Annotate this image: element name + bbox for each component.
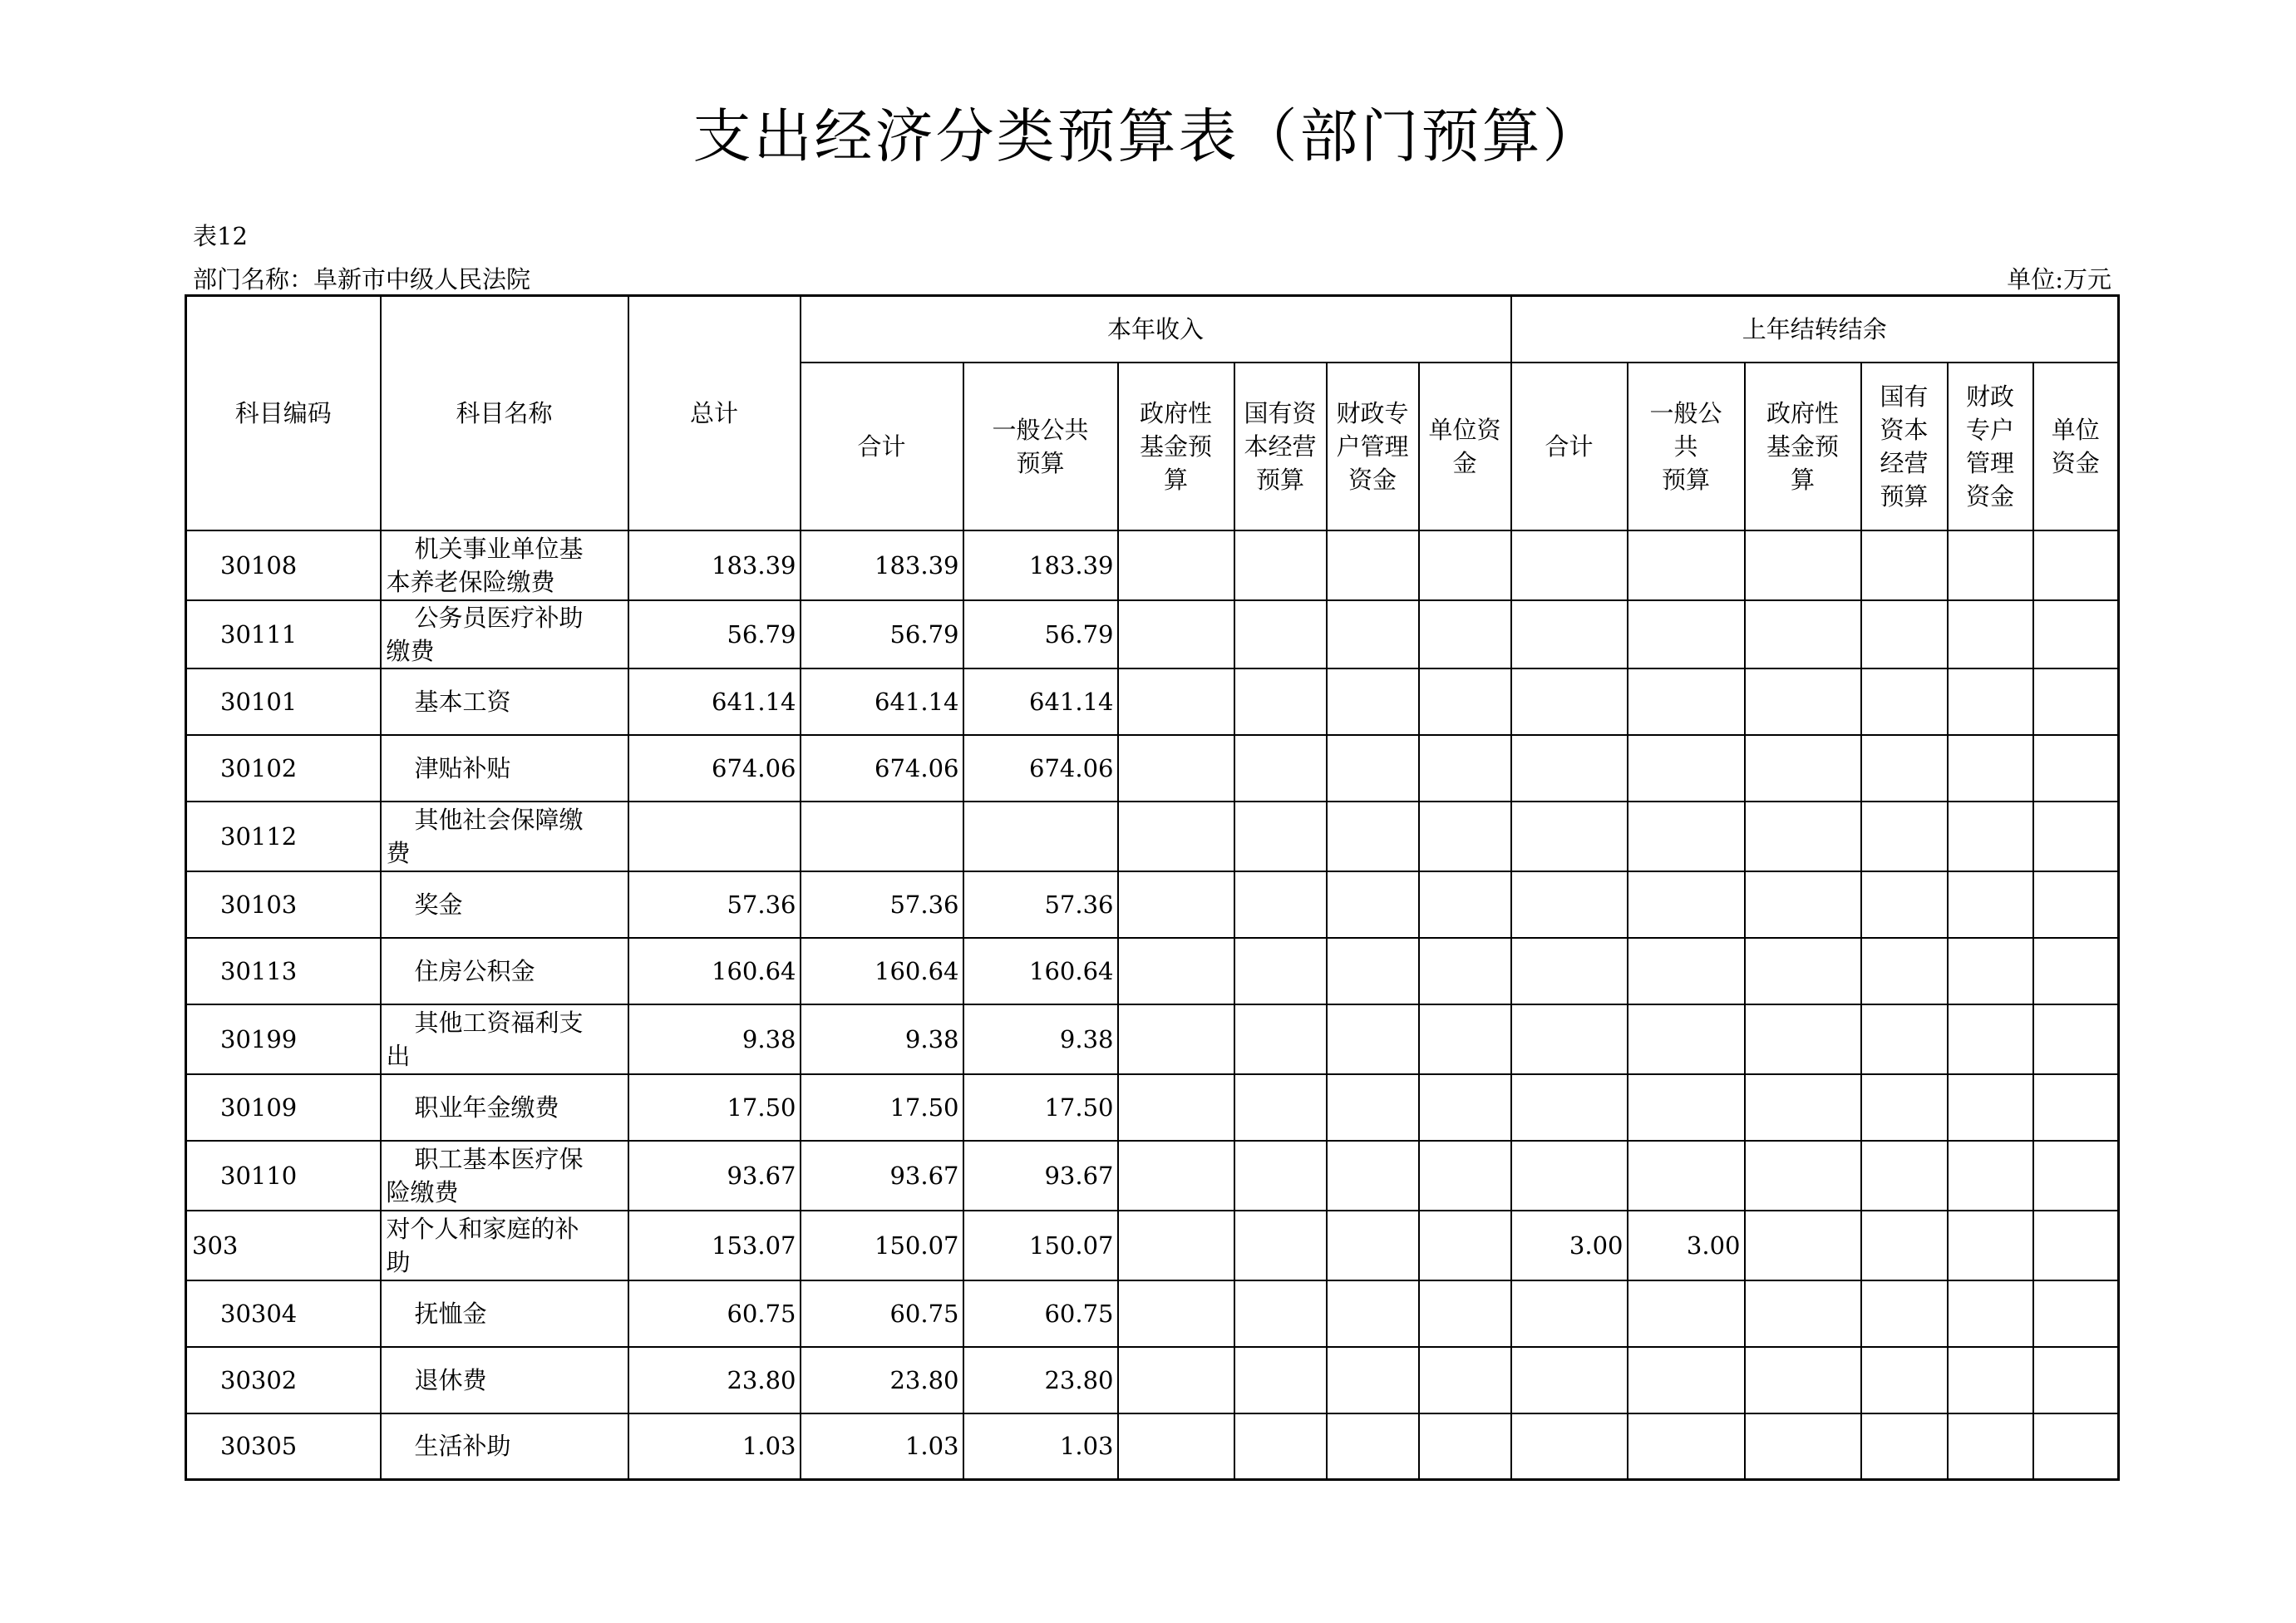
cell-current-state-capital <box>1234 735 1327 802</box>
cell-current-sum: 150.07 <box>801 1211 963 1280</box>
cell-prior-state-capital <box>1861 600 1948 668</box>
cell-code: 30108 <box>186 530 381 600</box>
cell-current-unit-fund <box>1419 530 1511 600</box>
header-line: 经营 <box>1880 448 1929 477</box>
table-row <box>186 1280 2119 1347</box>
cell-name: 基本工资 <box>381 668 628 735</box>
cell-prior-general-public <box>1628 1004 1745 1074</box>
cell-current-gov-fund <box>1118 802 1234 871</box>
header-line: 资金 <box>2051 448 2100 477</box>
cell-current-gov-fund <box>1118 668 1234 735</box>
table-row <box>186 530 2119 600</box>
header-line: 一般公 <box>1649 398 1722 427</box>
cell-current-state-capital <box>1234 668 1327 735</box>
cell-prior-unit-fund <box>2033 1074 2119 1141</box>
cell-prior-fiscal-special <box>1948 802 2033 871</box>
header-current-general-public <box>963 363 1118 530</box>
cell-current-unit-fund <box>1419 1413 1511 1480</box>
cell-total: 160.64 <box>628 938 801 1004</box>
cell-current-gov-fund <box>1118 871 1234 938</box>
cell-total: 9.38 <box>628 1004 801 1074</box>
cell-prior-fiscal-special <box>1948 1211 2033 1280</box>
cell-code: 30199 <box>186 1004 381 1074</box>
cell-prior-state-capital <box>1861 1347 1948 1413</box>
cell-name <box>381 600 628 668</box>
cell-prior-gov-fund <box>1745 735 1861 802</box>
cell-current-sum: 17.50 <box>801 1074 963 1141</box>
cell-prior-unit-fund <box>2033 668 2119 735</box>
cell-current-general-public <box>963 802 1118 871</box>
cell-prior-gov-fund <box>1745 668 1861 735</box>
table-row <box>186 668 2119 735</box>
cell-prior-unit-fund <box>2033 1280 2119 1347</box>
cell-prior-unit-fund <box>2033 735 2119 802</box>
cell-total: 60.75 <box>628 1280 801 1347</box>
table-row <box>186 600 2119 668</box>
cell-current-general-public: 1.03 <box>963 1413 1118 1480</box>
cell-code: 30304 <box>186 1280 381 1347</box>
cell-prior-unit-fund <box>2033 1347 2119 1413</box>
cell-name: 抚恤金 <box>381 1280 628 1347</box>
cell-current-general-public: 150.07 <box>963 1211 1118 1280</box>
cell-prior-general-public <box>1628 530 1745 600</box>
cell-current-fiscal-special <box>1327 1211 1419 1280</box>
cell-name: 生活补助 <box>381 1413 628 1480</box>
header-prior-sum: 合计 <box>1511 363 1628 530</box>
cell-prior-state-capital <box>1861 1280 1948 1347</box>
cell-current-general-public: 56.79 <box>963 600 1118 668</box>
table-header <box>186 296 2119 530</box>
cell-prior-general-public <box>1628 1413 1745 1480</box>
cell-current-sum: 641.14 <box>801 668 963 735</box>
cell-prior-general-public <box>1628 600 1745 668</box>
header-prior-fiscal-special <box>1948 363 2033 530</box>
cell-prior-sum <box>1511 1347 1628 1413</box>
cell-prior-general-public <box>1628 871 1745 938</box>
cell-current-unit-fund <box>1419 802 1511 871</box>
cell-prior-general-public <box>1628 1074 1745 1141</box>
table-row <box>186 938 2119 1004</box>
cell-total: 23.80 <box>628 1347 801 1413</box>
cell-prior-state-capital <box>1861 530 1948 600</box>
cell-total: 674.06 <box>628 735 801 802</box>
cell-total: 57.36 <box>628 871 801 938</box>
cell-current-unit-fund <box>1419 1347 1511 1413</box>
cell-current-unit-fund <box>1419 938 1511 1004</box>
table-row <box>186 1413 2119 1480</box>
cell-prior-unit-fund <box>2033 1211 2119 1280</box>
cell-current-gov-fund <box>1118 1280 1234 1347</box>
header-line: 算 <box>1790 465 1815 494</box>
cell-name <box>381 1211 628 1280</box>
cell-prior-gov-fund <box>1745 1141 1861 1211</box>
cell-current-unit-fund <box>1419 1211 1511 1280</box>
cell-current-sum: 57.36 <box>801 871 963 938</box>
cell-prior-sum <box>1511 1413 1628 1480</box>
cell-prior-state-capital <box>1861 1413 1948 1480</box>
cell-current-fiscal-special <box>1327 668 1419 735</box>
cell-prior-unit-fund <box>2033 871 2119 938</box>
header-total: 总计 <box>628 296 801 530</box>
cell-name-line: 险缴费 <box>386 1177 459 1206</box>
cell-prior-general-public <box>1628 735 1745 802</box>
cell-prior-fiscal-special <box>1948 871 2033 938</box>
header-prior-gov-fund <box>1745 363 1861 530</box>
cell-current-fiscal-special <box>1327 600 1419 668</box>
cell-current-general-public: 57.36 <box>963 871 1118 938</box>
cell-current-general-public: 60.75 <box>963 1280 1118 1347</box>
cell-name-line: 职工基本医疗保 <box>414 1144 584 1173</box>
header-line: 国有 <box>1880 382 1929 411</box>
cell-current-unit-fund <box>1419 735 1511 802</box>
header-current-state-capital <box>1234 363 1327 530</box>
cell-current-unit-fund <box>1419 1280 1511 1347</box>
cell-name-line: 出 <box>386 1041 411 1070</box>
cell-current-state-capital <box>1234 1413 1327 1480</box>
header-line: 单位 <box>2051 415 2100 444</box>
table-body <box>186 530 2119 1480</box>
cell-prior-unit-fund <box>2033 1413 2119 1480</box>
cell-prior-fiscal-special <box>1948 668 2033 735</box>
cell-prior-state-capital <box>1861 1074 1948 1141</box>
cell-prior-general-public <box>1628 1347 1745 1413</box>
cell-prior-sum <box>1511 938 1628 1004</box>
header-line: 户管理 <box>1336 432 1409 461</box>
cell-prior-sum <box>1511 530 1628 600</box>
cell-prior-state-capital <box>1861 871 1948 938</box>
cell-prior-sum: 3.00 <box>1511 1211 1628 1280</box>
cell-current-general-public: 183.39 <box>963 530 1118 600</box>
cell-prior-unit-fund <box>2033 530 2119 600</box>
header-line: 专户 <box>1965 415 2014 444</box>
cell-name-line: 缴费 <box>386 636 435 665</box>
cell-current-unit-fund <box>1419 1141 1511 1211</box>
cell-current-state-capital <box>1234 1074 1327 1141</box>
header-prior-year-carryover: 上年结转结余 <box>1511 296 2119 363</box>
cell-current-gov-fund <box>1118 1004 1234 1074</box>
cell-name-line: 公务员医疗补助 <box>414 603 584 632</box>
cell-prior-unit-fund <box>2033 1141 2119 1211</box>
cell-current-general-public: 23.80 <box>963 1347 1118 1413</box>
cell-prior-general-public <box>1628 1280 1745 1347</box>
table-row <box>186 1141 2119 1211</box>
header-line: 算 <box>1163 465 1188 494</box>
cell-prior-fiscal-special <box>1948 1004 2033 1074</box>
header-line: 财政专 <box>1336 398 1409 427</box>
cell-prior-gov-fund <box>1745 1413 1861 1480</box>
table-row <box>186 1004 2119 1074</box>
cell-code: 30111 <box>186 600 381 668</box>
header-prior-general-public <box>1628 363 1745 530</box>
cell-total <box>628 802 801 871</box>
header-line: 一般公共 <box>992 415 1089 444</box>
header-line: 预算 <box>1661 465 1710 494</box>
cell-current-gov-fund <box>1118 1211 1234 1280</box>
header-line: 预算 <box>1255 465 1304 494</box>
cell-name-line: 其他社会保障缴 <box>414 805 584 834</box>
cell-prior-state-capital <box>1861 1004 1948 1074</box>
header-line: 资本 <box>1880 415 1929 444</box>
cell-current-gov-fund <box>1118 735 1234 802</box>
header-line: 共 <box>1673 432 1698 461</box>
cell-current-fiscal-special <box>1327 1141 1419 1211</box>
cell-current-fiscal-special <box>1327 1413 1419 1480</box>
cell-current-gov-fund <box>1118 1141 1234 1211</box>
cell-prior-sum <box>1511 668 1628 735</box>
cell-current-unit-fund <box>1419 871 1511 938</box>
cell-current-general-public: 674.06 <box>963 735 1118 802</box>
cell-prior-state-capital <box>1861 938 1948 1004</box>
cell-prior-state-capital <box>1861 1141 1948 1211</box>
cell-current-sum: 93.67 <box>801 1141 963 1211</box>
cell-current-fiscal-special <box>1327 530 1419 600</box>
page-title: 支出经济分类预算表（部门预算） <box>692 102 1604 170</box>
cell-current-sum: 674.06 <box>801 735 963 802</box>
cell-current-fiscal-special <box>1327 802 1419 871</box>
cell-current-unit-fund <box>1419 1074 1511 1141</box>
cell-current-state-capital <box>1234 1141 1327 1211</box>
header-prior-state-capital <box>1861 363 1948 530</box>
cell-name: 职业年金缴费 <box>381 1074 628 1141</box>
cell-prior-gov-fund <box>1745 1004 1861 1074</box>
cell-prior-fiscal-special <box>1948 735 2033 802</box>
cell-code: 30113 <box>186 938 381 1004</box>
cell-total: 1.03 <box>628 1413 801 1480</box>
budget-table <box>185 294 2120 1481</box>
header-line: 政府性 <box>1139 398 1212 427</box>
cell-name-line: 助 <box>386 1247 411 1276</box>
cell-prior-gov-fund <box>1745 871 1861 938</box>
table-number: 表12 <box>193 222 248 250</box>
cell-current-unit-fund <box>1419 1004 1511 1074</box>
cell-name <box>381 802 628 871</box>
header-line: 资金 <box>1348 465 1397 494</box>
cell-current-general-public: 9.38 <box>963 1004 1118 1074</box>
cell-current-sum: 9.38 <box>801 1004 963 1074</box>
header-line: 基金预 <box>1766 432 1839 461</box>
cell-code: 30112 <box>186 802 381 871</box>
cell-total: 153.07 <box>628 1211 801 1280</box>
cell-prior-sum <box>1511 1280 1628 1347</box>
cell-code: 30101 <box>186 668 381 735</box>
cell-prior-general-public <box>1628 1141 1745 1211</box>
cell-current-state-capital <box>1234 938 1327 1004</box>
cell-prior-general-public <box>1628 938 1745 1004</box>
cell-prior-fiscal-special <box>1948 938 2033 1004</box>
cell-prior-sum <box>1511 802 1628 871</box>
header-line: 金 <box>1452 448 1477 477</box>
cell-prior-fiscal-special <box>1948 530 2033 600</box>
cell-prior-gov-fund <box>1745 1280 1861 1347</box>
header-line: 本经营 <box>1244 432 1317 461</box>
cell-code: 30103 <box>186 871 381 938</box>
cell-code: 30102 <box>186 735 381 802</box>
cell-name: 奖金 <box>381 871 628 938</box>
cell-current-gov-fund <box>1118 1074 1234 1141</box>
cell-name: 住房公积金 <box>381 938 628 1004</box>
cell-current-state-capital <box>1234 1347 1327 1413</box>
cell-code: 30305 <box>186 1413 381 1480</box>
header-current-year-income: 本年收入 <box>801 296 1511 363</box>
cell-current-state-capital <box>1234 1280 1327 1347</box>
cell-name: 津贴补贴 <box>381 735 628 802</box>
cell-prior-sum <box>1511 600 1628 668</box>
cell-current-fiscal-special <box>1327 1347 1419 1413</box>
cell-current-sum <box>801 802 963 871</box>
cell-current-sum: 160.64 <box>801 938 963 1004</box>
header-current-sum: 合计 <box>801 363 963 530</box>
cell-code: 30110 <box>186 1141 381 1211</box>
cell-current-sum: 183.39 <box>801 530 963 600</box>
header-code: 科目编码 <box>186 296 381 530</box>
cell-total: 183.39 <box>628 530 801 600</box>
cell-prior-gov-fund <box>1745 600 1861 668</box>
header-name: 科目名称 <box>381 296 628 530</box>
cell-prior-unit-fund <box>2033 938 2119 1004</box>
cell-name-line: 机关事业单位基 <box>414 534 584 563</box>
header-line: 基金预 <box>1139 432 1212 461</box>
cell-prior-gov-fund <box>1745 530 1861 600</box>
cell-prior-sum <box>1511 871 1628 938</box>
cell-prior-unit-fund <box>2033 802 2119 871</box>
cell-total: 641.14 <box>628 668 801 735</box>
cell-current-state-capital <box>1234 530 1327 600</box>
cell-current-fiscal-special <box>1327 735 1419 802</box>
cell-name-line: 其他工资福利支 <box>414 1008 584 1037</box>
cell-current-state-capital <box>1234 1004 1327 1074</box>
cell-current-fiscal-special <box>1327 1004 1419 1074</box>
cell-prior-general-public <box>1628 668 1745 735</box>
cell-prior-gov-fund <box>1745 938 1861 1004</box>
unit-label: 单位:万元 <box>2007 265 2111 294</box>
table-row <box>186 735 2119 802</box>
cell-current-general-public: 641.14 <box>963 668 1118 735</box>
cell-prior-gov-fund <box>1745 802 1861 871</box>
cell-current-general-public: 93.67 <box>963 1141 1118 1211</box>
cell-name-line: 本养老保险缴费 <box>386 567 555 596</box>
cell-prior-sum <box>1511 1141 1628 1211</box>
cell-prior-fiscal-special <box>1948 1141 2033 1211</box>
cell-prior-sum <box>1511 735 1628 802</box>
cell-current-unit-fund <box>1419 600 1511 668</box>
cell-name: 退休费 <box>381 1347 628 1413</box>
header-prior-unit-fund <box>2033 363 2119 530</box>
header-current-gov-fund <box>1118 363 1234 530</box>
department-name: 部门名称：阜新市中级人民法院 <box>193 265 531 294</box>
cell-current-unit-fund <box>1419 668 1511 735</box>
cell-current-gov-fund <box>1118 1347 1234 1413</box>
cell-prior-fiscal-special <box>1948 1347 2033 1413</box>
cell-name-line: 费 <box>386 838 411 867</box>
cell-prior-fiscal-special <box>1948 1280 2033 1347</box>
cell-prior-gov-fund <box>1745 1211 1861 1280</box>
table-row <box>186 1211 2119 1280</box>
cell-prior-sum <box>1511 1004 1628 1074</box>
cell-current-fiscal-special <box>1327 938 1419 1004</box>
table-row <box>186 1074 2119 1141</box>
table-row <box>186 871 2119 938</box>
cell-current-gov-fund <box>1118 600 1234 668</box>
cell-current-general-public: 17.50 <box>963 1074 1118 1141</box>
cell-total: 56.79 <box>628 600 801 668</box>
cell-name-line: 对个人和家庭的补 <box>386 1214 579 1243</box>
cell-code: 303 <box>186 1211 381 1280</box>
cell-current-state-capital <box>1234 600 1327 668</box>
cell-prior-gov-fund <box>1745 1074 1861 1141</box>
cell-total: 93.67 <box>628 1141 801 1211</box>
cell-current-state-capital <box>1234 871 1327 938</box>
header-line: 管理 <box>1965 448 2014 477</box>
cell-current-gov-fund <box>1118 530 1234 600</box>
cell-total: 17.50 <box>628 1074 801 1141</box>
cell-prior-unit-fund <box>2033 1004 2119 1074</box>
header-line: 预算 <box>1016 448 1065 477</box>
cell-current-sum: 60.75 <box>801 1280 963 1347</box>
table-row <box>186 1347 2119 1413</box>
header-line: 单位资 <box>1428 415 1501 444</box>
header-line: 预算 <box>1880 481 1929 511</box>
cell-name <box>381 530 628 600</box>
cell-current-state-capital <box>1234 802 1327 871</box>
cell-prior-gov-fund <box>1745 1347 1861 1413</box>
cell-current-fiscal-special <box>1327 871 1419 938</box>
header-line: 政府性 <box>1766 398 1839 427</box>
cell-current-gov-fund <box>1118 1413 1234 1480</box>
table-row <box>186 802 2119 871</box>
header-current-unit-fund <box>1419 363 1511 530</box>
cell-code: 30109 <box>186 1074 381 1141</box>
header-line: 国有资 <box>1244 398 1317 427</box>
cell-prior-general-public <box>1628 802 1745 871</box>
cell-name <box>381 1004 628 1074</box>
cell-prior-state-capital <box>1861 1211 1948 1280</box>
cell-current-fiscal-special <box>1327 1074 1419 1141</box>
cell-prior-state-capital <box>1861 668 1948 735</box>
cell-prior-general-public: 3.00 <box>1628 1211 1745 1280</box>
cell-current-sum: 1.03 <box>801 1413 963 1480</box>
cell-prior-state-capital <box>1861 802 1948 871</box>
cell-prior-state-capital <box>1861 735 1948 802</box>
cell-current-state-capital <box>1234 1211 1327 1280</box>
cell-current-fiscal-special <box>1327 1280 1419 1347</box>
cell-current-sum: 56.79 <box>801 600 963 668</box>
cell-prior-unit-fund <box>2033 600 2119 668</box>
header-current-fiscal-special <box>1327 363 1419 530</box>
cell-prior-fiscal-special <box>1948 1074 2033 1141</box>
cell-code: 30302 <box>186 1347 381 1413</box>
cell-prior-fiscal-special <box>1948 1413 2033 1480</box>
cell-current-gov-fund <box>1118 938 1234 1004</box>
header-line: 资金 <box>1965 481 2014 511</box>
header-line: 财政 <box>1965 382 2014 411</box>
cell-prior-fiscal-special <box>1948 600 2033 668</box>
cell-prior-sum <box>1511 1074 1628 1141</box>
cell-current-sum: 23.80 <box>801 1347 963 1413</box>
cell-name <box>381 1141 628 1211</box>
cell-current-general-public: 160.64 <box>963 938 1118 1004</box>
